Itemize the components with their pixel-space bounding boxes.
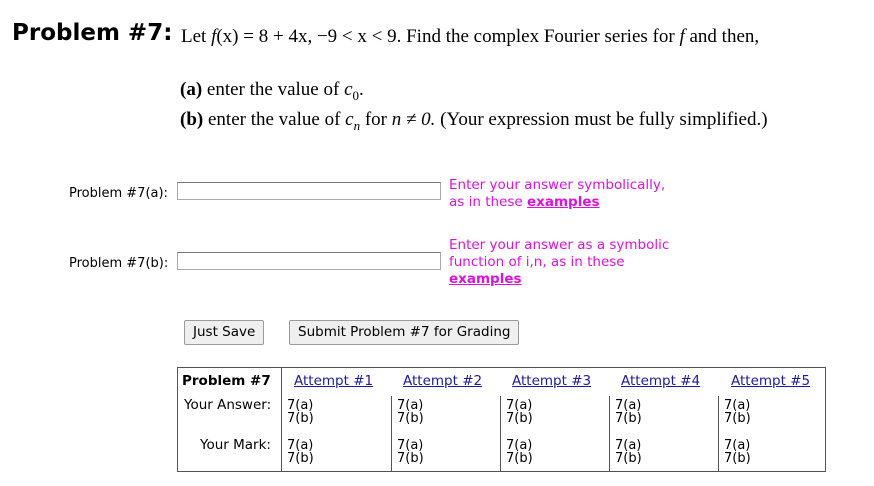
hint-7b: Enter your answer as a symbolic function of i,n, as in these examples — [449, 237, 670, 287]
attempt-1-link[interactable]: Attempt #1 — [294, 373, 374, 389]
answer-cell: 7(a) 7(b) — [506, 398, 533, 426]
answer-input-7b[interactable] — [177, 252, 441, 270]
row-label-your-answer: Your Answer: — [184, 397, 272, 413]
answer-cell: 7(a) 7(b) — [724, 398, 751, 426]
field-label-7a: Problem #7(a): — [69, 186, 168, 201]
mark-cell: 7(a) 7(b) — [506, 438, 533, 466]
answer-input-7a[interactable] — [177, 182, 441, 200]
mark-cell: 7(a) 7(b) — [615, 438, 642, 466]
field-label-7b: Problem #7(b): — [69, 256, 169, 271]
table-divider — [281, 368, 282, 471]
submit-grading-button[interactable]: Submit Problem #7 for Grading — [289, 320, 519, 345]
attempts-table — [177, 367, 826, 472]
examples-link-7a[interactable]: examples — [527, 194, 600, 210]
problem-statement: Let f(x) = 8 + 4x, −9 < x < 9. Find the complex Fourier series for f and then, — [181, 26, 760, 47]
part-b-instruction: (b) enter the value of $c_n$ for n ≠ 0. (Your expression must be fully simplified.) — [180, 109, 768, 133]
hint-7a: Enter your answer symbolically, as in these examples — [449, 177, 666, 210]
attempt-2-link[interactable]: Attempt #2 — [403, 373, 483, 389]
answer-cell: 7(a) 7(b) — [397, 398, 424, 426]
attempt-3-link[interactable]: Attempt #3 — [512, 373, 592, 389]
table-divider — [718, 396, 719, 471]
just-save-button[interactable]: Just Save — [184, 320, 264, 345]
attempt-4-link[interactable]: Attempt #4 — [621, 373, 701, 389]
mark-cell: 7(a) 7(b) — [397, 438, 424, 466]
table-divider — [609, 396, 610, 471]
table-header-problem: Problem #7 — [182, 373, 271, 389]
mark-cell: 7(a) 7(b) — [287, 438, 314, 466]
table-divider — [391, 396, 392, 471]
answer-cell: 7(a) 7(b) — [287, 398, 314, 426]
attempt-5-link[interactable]: Attempt #5 — [731, 373, 811, 389]
examples-link-7b[interactable]: examples — [449, 271, 522, 287]
mark-cell: 7(a) 7(b) — [724, 438, 751, 466]
row-label-your-mark: Your Mark: — [200, 437, 271, 453]
problem-title: Problem #7: — [12, 20, 173, 46]
answer-cell: 7(a) 7(b) — [615, 398, 642, 426]
part-a-instruction: (a) enter the value of $c_0$. — [180, 79, 364, 103]
table-divider — [500, 396, 501, 471]
